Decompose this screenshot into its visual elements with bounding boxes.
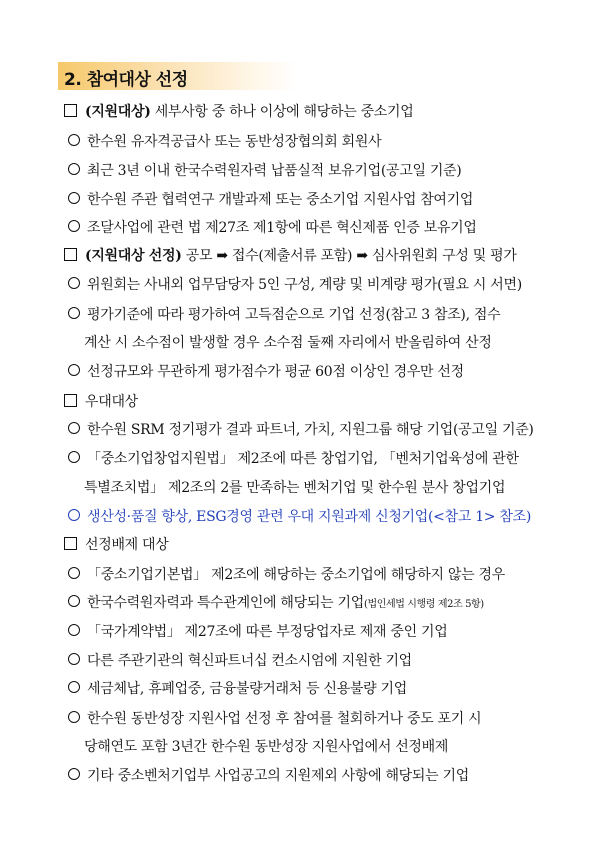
item-text: 한국수력원자력과 특수관계인에 해당되는 기업 (87, 595, 364, 611)
sub-item-continuation (84, 479, 505, 497)
item-text: 당해연도 포함 3년간 한수원 동반성장 지원사업에서 선정배제 (84, 739, 449, 755)
sub-item (68, 450, 519, 468)
item-text: 선정규모와 무관하게 평가점수가 평균 60점 이상인 경우만 선정 (87, 364, 464, 380)
item-text: 한수원 동반성장 지원사업 선정 후 참여를 철회하거나 중도 포기 시 (87, 711, 482, 727)
sub-item (68, 276, 522, 294)
sub-item (68, 191, 473, 209)
circle-bullet-icon (68, 768, 80, 780)
section-item (64, 103, 413, 121)
item-text: 「국가계약법」 제27조에 따른 부정당업자로 제재 중인 기업 (87, 624, 448, 640)
circle-bullet-icon (68, 277, 80, 289)
item-text: 특별조치법」 제2조의 2를 만족하는 벤처기업 및 한수원 분사 창업기업 (84, 480, 506, 496)
sub-item (68, 363, 464, 381)
section-title: 2. 참여대상 선정 (64, 70, 188, 90)
item-text: 세부사항 중 하나 이상에 해당하는 중소기업 (150, 104, 414, 120)
section-item (64, 536, 169, 554)
item-text: 다른 주관기관의 혁신파트너십 컨소시엄에 지원한 기업 (87, 653, 412, 669)
circle-bullet-icon (68, 595, 80, 607)
circle-bullet-icon (68, 711, 80, 723)
section-item (64, 393, 138, 411)
circle-bullet-icon (68, 509, 80, 521)
sub-item (68, 566, 505, 584)
circle-bullet-icon (68, 163, 80, 175)
item-text: 평가기준에 따라 평가하여 고득점순으로 기업 선정(참고 3 참조), 점수 (87, 307, 501, 323)
sub-item-continuation (84, 334, 492, 352)
sub-item (68, 767, 469, 785)
circle-bullet-icon (68, 134, 80, 146)
item-text: 생산성·품질 향상, ESG경영 관련 우대 지원과제 신청기업(<참고 1> 참조) (87, 509, 531, 525)
circle-bullet-icon (68, 364, 80, 376)
circle-bullet-icon (68, 451, 80, 463)
sub-item (68, 421, 534, 439)
item-text: 계산 시 소수점이 발생할 경우 소수점 둘째 자리에서 반올림하여 산정 (84, 335, 492, 351)
sub-item (68, 306, 500, 324)
item-text: 조달사업에 관련 법 제27조 제1항에 따른 혁신제품 인증 보유기업 (87, 220, 477, 236)
square-bullet-icon (64, 394, 77, 407)
circle-bullet-icon (68, 192, 80, 204)
item-note: (법인세법 시행령 제2조 5항) (363, 599, 484, 610)
sub-item (68, 133, 381, 151)
sub-item (68, 219, 477, 237)
circle-bullet-icon (68, 220, 80, 232)
item-text: 최근 3년 이내 한국수력원자력 납품실적 보유기업(공고일 기준) (87, 163, 462, 179)
sub-item (68, 594, 484, 614)
item-text: 세금체납, 휴폐업중, 금융불량거래처 등 신용불량 기업 (87, 681, 407, 697)
item-text: 한수원 SRM 정기평가 결과 파트너, 가치, 지원그룹 해당 기업(공고일 기준) (87, 422, 534, 438)
item-text: 공모 ➡ 접수(제출서류 포함) ➡ 심사위원회 구성 및 평가 (181, 248, 517, 264)
section-heading (58, 62, 298, 90)
item-text: 선정배제 대상 (85, 537, 169, 553)
item-text: 「중소기업기본법」 제2조에 해당하는 중소기업에 해당하지 않는 경우 (87, 567, 505, 583)
circle-bullet-icon (68, 567, 80, 579)
square-bullet-icon (64, 537, 77, 550)
sub-item (68, 680, 407, 698)
section-item (64, 247, 517, 265)
square-bullet-icon (64, 248, 77, 261)
item-bold-label: (지원대상) (85, 104, 151, 120)
sub-item-continuation (84, 738, 448, 756)
sub-item (68, 623, 447, 641)
sub-item (68, 710, 481, 728)
square-bullet-icon (64, 104, 77, 117)
sub-item (68, 652, 412, 670)
circle-bullet-icon (68, 422, 80, 434)
item-text: 위원회는 사내외 업무담당자 5인 구성, 계량 및 비계량 평가(필요 시 서면) (87, 277, 522, 293)
circle-bullet-icon (68, 653, 80, 665)
item-text: 우대대상 (85, 394, 138, 410)
item-text: 「중소기업창업지원법」 제2조에 따른 창업기업, 「벤처기업육성에 관한 (87, 451, 519, 467)
circle-bullet-icon (68, 307, 80, 319)
item-text: 한수원 주관 협력연구 개발과제 또는 중소기업 지원사업 참여기업 (87, 192, 474, 208)
circle-bullet-icon (68, 681, 80, 693)
sub-item (68, 162, 461, 180)
circle-bullet-icon (68, 624, 80, 636)
item-bold-label: (지원대상 선정) (85, 248, 182, 264)
sub-item-highlight (68, 508, 531, 526)
item-text: 한수원 유자격공급사 또는 동반성장협의회 회원사 (87, 134, 382, 150)
item-text: 기타 중소벤처기업부 사업공고의 지원제외 사항에 해당되는 기업 (87, 768, 469, 784)
